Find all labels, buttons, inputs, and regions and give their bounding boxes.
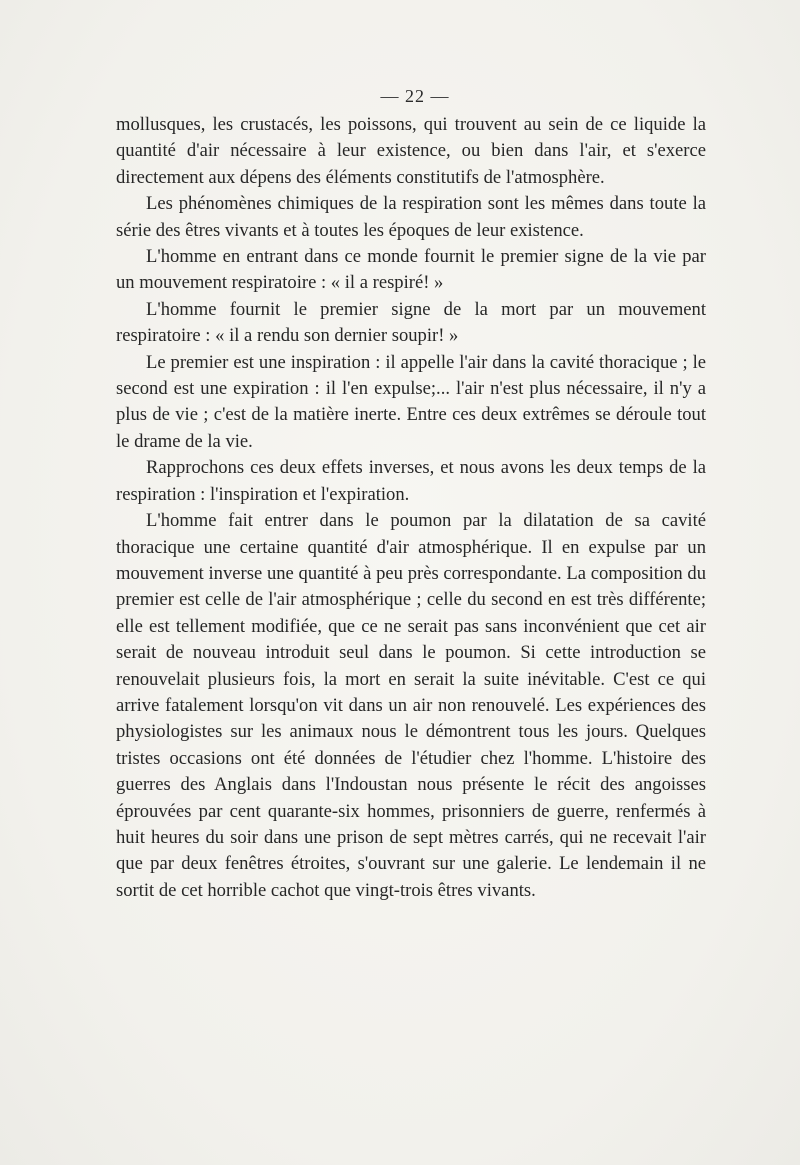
paragraph: Rapprochons ces deux effets inverses, et nous avons les deux temps de la respiration : l'inspiration et l'expiration. bbox=[116, 457, 706, 505]
paragraph: Le premier est une inspiration : il appelle l'air dans la cavité thoracique ; le second est une expiration : il l'en expulse;... l'air n'est plus nécessaire, il n'y a plus de vie ; c'est de la matière inerte. Entre ces deux extrêmes se déroule tout le drame de la vie. bbox=[116, 351, 706, 452]
body-text bbox=[116, 112, 706, 904]
paragraph: mollusques, les crustacés, les poissons, qui trouvent au sein de ce liquide la quantité d'air nécessaire à leur existence, ou bien dans l'air, et s'exerce directement aux dépens des éléments constitutifs de l'atmosphère. bbox=[116, 114, 706, 188]
paragraph: Les phénomènes chimiques de la respiration sont les mêmes dans toute la série des êtres vivants et à toutes les époques de leur existence. bbox=[116, 193, 706, 241]
paragraph: L'homme fait entrer dans le poumon par la dilatation de sa cavité thoracique une certaine quantité d'air atmosphérique. Il en expulse par un mouvement inverse une quantité à peu près correspondante. La composition du premier est celle de l'air atmosphérique ; celle du second en est très différente; elle est tellement modifiée, que ce ne serait pas sans inconvénient que cet air serait de nouveau introduit seul dans le poumon. Si cette introduction se renouvelait plusieurs fois, la mort en serait la suite inévitable. C'est ce qui arrive fatalement lorsqu'on vit dans un air non renouvelé. Les expériences des physiologistes sur les animaux nous le démontrent tous les jours. Quelques tristes occasions ont été données de l'étudier chez l'homme. L'histoire des guerres des Anglais dans l'Indoustan nous présente le récit des angoisses éprouvées par cent quarante-six hommes, prisonniers de guerre, renfermés à huit heures du soir dans une prison de sept mètres carrés, qui ne recevait l'air que par deux fenêtres étroites, s'ouvrant sur une galerie. Le lendemain il ne sortit de cet horrible cachot que vingt-trois êtres vivants. bbox=[116, 510, 706, 901]
paragraph: L'homme fournit le premier signe de la mort par un mouvement respiratoire : « il a rendu son dernier soupir! » bbox=[116, 298, 706, 347]
page-number: — 22 — bbox=[380, 86, 450, 106]
paragraph: L'homme en entrant dans ce monde fournit le premier signe de la vie par un mouvement respiratoire : « il a respiré! » bbox=[116, 246, 706, 294]
